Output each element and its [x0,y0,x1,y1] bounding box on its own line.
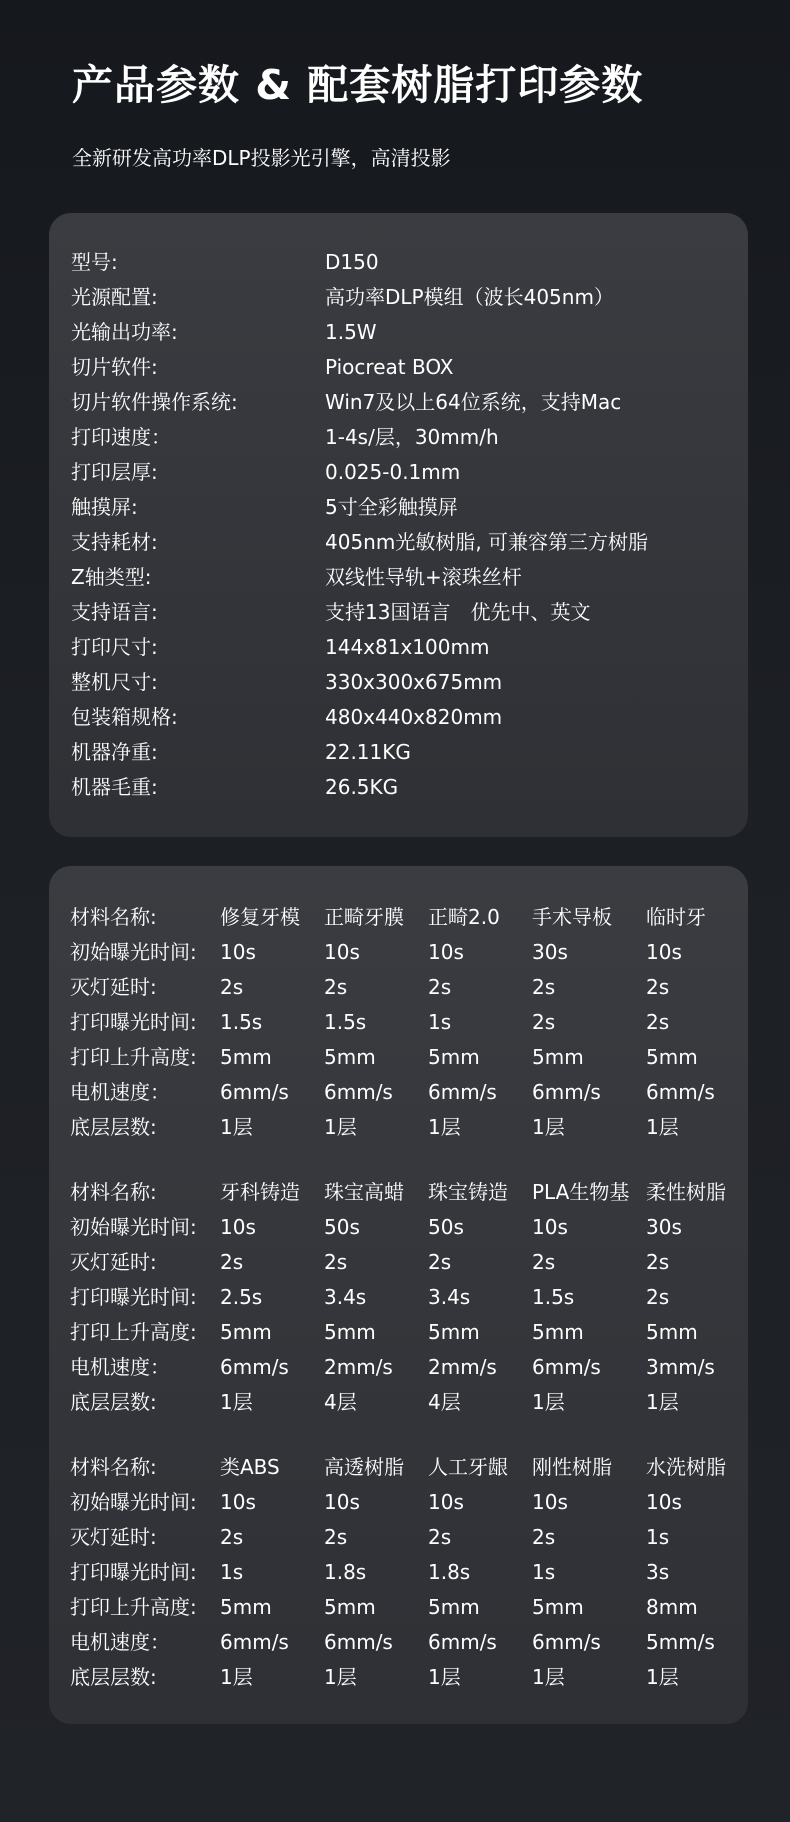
param-value: 10s [532,1490,568,1514]
param-label: 打印上升高度: [70,1045,197,1069]
param-label: 灭灯延时: [70,1525,157,1549]
param-label: 打印曝光时间: [70,1285,197,1309]
param-value: 2s [646,975,670,999]
param-value: 2s [428,975,452,999]
spec-row [71,420,738,455]
spec-label: 打印尺寸: [71,635,158,659]
spec-value: 高功率DLP模组（波长405nm） [325,285,614,309]
material-name: 临时牙 [646,905,706,929]
param-label: 打印上升高度: [70,1595,197,1619]
param-value: 3.4s [428,1285,471,1309]
param-row [70,1210,748,1245]
param-row [70,1485,748,1520]
param-value: 5mm [220,1595,272,1619]
param-value: 2s [646,1285,670,1309]
param-value: 2mm/s [324,1355,393,1379]
param-header-row [70,900,748,935]
spec-row [71,455,738,490]
param-row [70,1625,748,1660]
param-value: 6mm/s [532,1630,601,1654]
param-value: 5mm [646,1320,698,1344]
spec-value: 1.5W [325,320,377,344]
param-value: 5mm [324,1595,376,1619]
material-name: 正畸2.0 [428,905,500,929]
spec-value: 22.11KG [325,740,411,764]
param-value: 2s [220,975,244,999]
param-value: 2s [324,1250,348,1274]
param-value: 5mm [324,1045,376,1069]
param-value: 6mm/s [220,1355,289,1379]
param-row [70,970,748,1005]
spec-label: 包装箱规格: [71,705,178,729]
param-value: 1层 [324,1665,357,1689]
material-name: 牙科铸造 [220,1180,300,1204]
spec-value: 144x81x100mm [325,635,490,659]
param-value: 6mm/s [428,1080,497,1104]
spec-label: 触摸屏: [71,495,138,519]
param-value: 5mm [532,1320,584,1344]
param-value: 1层 [324,1115,357,1139]
spec-value: D150 [325,250,379,274]
param-value: 2.5s [220,1285,263,1309]
param-value: 6mm/s [220,1630,289,1654]
resin-params-table [70,900,748,1175]
param-value: 30s [646,1215,682,1239]
param-value: 1.5s [532,1285,575,1309]
material-name: 人工牙龈 [428,1455,508,1479]
param-row [70,1245,748,1280]
param-value: 10s [646,940,682,964]
spec-row [71,245,738,280]
param-row [70,1040,748,1075]
spec-row [71,490,738,525]
spec-row [71,350,738,385]
param-value: 5mm [428,1045,480,1069]
spec-row [71,385,738,420]
param-value: 1层 [428,1665,461,1689]
param-value: 2s [646,1250,670,1274]
param-value: 6mm/s [646,1080,715,1104]
material-name: 水洗树脂 [646,1455,726,1479]
param-row [70,1075,748,1110]
spec-value: 26.5KG [325,775,399,799]
param-value: 1.5s [220,1010,263,1034]
param-value: 2s [220,1250,244,1274]
param-value: 10s [220,1215,256,1239]
spec-row [71,595,738,630]
param-value: 3mm/s [646,1355,715,1379]
spec-label: Z轴类型: [71,565,152,589]
param-value: 6mm/s [324,1630,393,1654]
material-name: 珠宝铸造 [428,1180,508,1204]
spec-value: 0.025-0.1mm [325,460,461,484]
param-row [70,1590,748,1625]
material-name: 修复牙模 [220,905,300,929]
spec-row [71,525,738,560]
spec-row [71,280,738,315]
param-value: 1层 [532,1115,565,1139]
param-value: 3.4s [324,1285,367,1309]
spec-row [71,735,738,770]
page-subtitle: 全新研发高功率DLP投影光引擎，高清投影 [72,146,451,170]
param-value: 1层 [532,1665,565,1689]
param-row [70,1280,748,1315]
param-value: 10s [428,940,464,964]
material-name: PLA生物基 [532,1180,630,1204]
param-value: 5mm [428,1320,480,1344]
param-value: 1层 [220,1390,253,1414]
material-name: 正畸牙膜 [324,905,404,929]
param-header-row [70,1450,748,1485]
param-value: 10s [324,1490,360,1514]
param-value: 1层 [428,1115,461,1139]
param-label: 电机速度： [70,1630,170,1654]
param-value: 8mm [646,1595,698,1619]
param-value: 6mm/s [532,1355,601,1379]
param-value: 2s [532,1250,556,1274]
material-name: 高透树脂 [324,1455,404,1479]
spec-value: 480x440x820mm [325,705,503,729]
param-value: 4层 [428,1390,461,1414]
param-row [70,1005,748,1040]
spec-value: 330x300x675mm [325,670,503,694]
param-label: 底层层数: [70,1115,157,1139]
param-value: 1s [646,1525,670,1549]
product-specs-list [71,245,738,805]
param-label: 初始曝光时间: [70,1490,197,1514]
param-label: 电机速度： [70,1080,170,1104]
material-name: 刚性树脂 [532,1455,612,1479]
spec-label: 切片软件: [71,355,158,379]
param-value: 3s [646,1560,670,1584]
param-value: 5mm [532,1045,584,1069]
param-value: 6mm/s [428,1630,497,1654]
spec-row [71,770,738,805]
spec-value: 双线性导轨+滚珠丝杆 [325,565,522,589]
param-label: 材料名称: [70,905,157,929]
param-label: 电机速度： [70,1355,170,1379]
param-value: 5mm [428,1595,480,1619]
material-name: 类ABS [220,1455,280,1479]
spec-value: 5寸全彩触摸屏 [325,495,458,519]
param-row [70,1110,748,1145]
param-row [70,1350,748,1385]
param-value: 2s [532,1525,556,1549]
resin-params-table [70,1450,748,1725]
param-value: 2s [428,1250,452,1274]
param-value: 6mm/s [324,1080,393,1104]
param-value: 10s [220,1490,256,1514]
resin-print-params-card [49,866,748,1724]
spec-label: 打印层厚: [71,460,158,484]
page-title: 产品参数 & 配套树脂打印参数 [72,61,644,109]
param-value: 10s [646,1490,682,1514]
material-name: 柔性树脂 [646,1180,726,1204]
param-label: 灭灯延时: [70,975,157,999]
param-value: 5mm [324,1320,376,1344]
param-value: 2s [646,1010,670,1034]
spec-label: 光源配置: [71,285,158,309]
spec-label: 机器毛重: [71,775,158,799]
param-value: 1.5s [324,1010,367,1034]
param-value: 2s [532,1010,556,1034]
param-value: 2mm/s [428,1355,497,1379]
param-label: 底层层数: [70,1390,157,1414]
param-row [70,1385,748,1420]
param-row [70,1660,748,1695]
param-header-row [70,1175,748,1210]
param-value: 5mm [220,1320,272,1344]
param-value: 1s [532,1560,556,1584]
spec-value: 405nm光敏树脂, 可兼容第三方树脂 [325,530,649,554]
param-label: 灭灯延时: [70,1250,157,1274]
param-row [70,1555,748,1590]
param-value: 2s [220,1525,244,1549]
param-value: 5mm [532,1595,584,1619]
param-value: 5mm/s [646,1630,715,1654]
spec-row [71,665,738,700]
param-label: 初始曝光时间: [70,940,197,964]
material-name: 珠宝高蜡 [324,1180,404,1204]
resin-params-tables [70,900,748,1725]
param-label: 打印上升高度: [70,1320,197,1344]
material-name: 手术导板 [532,905,612,929]
param-value: 1层 [220,1665,253,1689]
spec-value: Win7及以上64位系统，支持Mac [325,390,622,414]
param-label: 底层层数: [70,1665,157,1689]
param-value: 1层 [646,1665,679,1689]
spec-label: 支持耗材: [71,530,158,554]
param-value: 6mm/s [220,1080,289,1104]
spec-label: 切片软件操作系统: [71,390,238,414]
spec-label: 机器净重: [71,740,158,764]
param-value: 50s [324,1215,360,1239]
param-value: 30s [532,940,568,964]
spec-row [71,315,738,350]
spec-row [71,560,738,595]
param-value: 10s [428,1490,464,1514]
param-value: 10s [324,940,360,964]
spec-value: Piocreat BOX [325,355,454,379]
spec-row [71,630,738,665]
param-value: 1.8s [324,1560,367,1584]
param-value: 1.8s [428,1560,471,1584]
spec-label: 打印速度： [71,425,171,449]
param-value: 5mm [646,1045,698,1069]
param-row [70,1315,748,1350]
param-value: 1s [428,1010,452,1034]
spec-value: 支持13国语言 优先中、英文 [325,600,591,624]
param-value: 5mm [220,1045,272,1069]
param-value: 2s [324,975,348,999]
param-label: 打印曝光时间: [70,1560,197,1584]
param-label: 材料名称: [70,1180,157,1204]
spec-label: 整机尺寸: [71,670,158,694]
spec-label: 光输出功率: [71,320,178,344]
param-row [70,935,748,970]
product-specs-card [49,213,748,837]
param-label: 材料名称: [70,1455,157,1479]
param-row [70,1520,748,1555]
param-value: 1层 [646,1115,679,1139]
spec-label: 支持语言: [71,600,158,624]
param-value: 2s [324,1525,348,1549]
param-value: 1s [220,1560,244,1584]
param-value: 4层 [324,1390,357,1414]
param-value: 6mm/s [532,1080,601,1104]
param-value: 10s [220,940,256,964]
param-value: 50s [428,1215,464,1239]
param-label: 初始曝光时间: [70,1215,197,1239]
spec-label: 型号: [71,250,118,274]
param-value: 1层 [646,1390,679,1414]
resin-params-table [70,1175,748,1450]
spec-row [71,700,738,735]
param-value: 2s [532,975,556,999]
param-value: 1层 [220,1115,253,1139]
param-value: 1层 [532,1390,565,1414]
param-label: 打印曝光时间: [70,1010,197,1034]
spec-value: 1-4s/层，30mm/h [325,425,499,449]
param-value: 10s [532,1215,568,1239]
param-value: 2s [428,1525,452,1549]
